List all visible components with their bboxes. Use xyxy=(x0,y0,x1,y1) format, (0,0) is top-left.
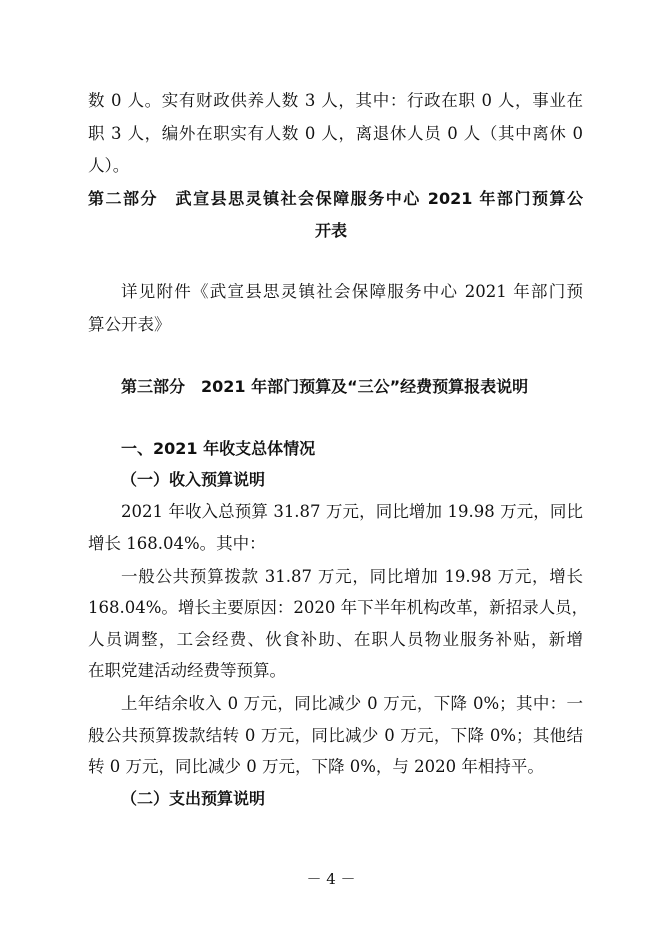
text-line: 增长 168.04%。其中： xyxy=(88,534,266,553)
part-two-title: 第二部分 武宣县思灵镇社会保障服务中心 2021 年部门预算公 xyxy=(88,189,583,208)
part-two-title-continued: 开表 xyxy=(314,221,347,240)
text-line: 转 0 万元，同比减少 0 万元，下降 0%，与 2020 年相持平。 xyxy=(88,757,544,776)
text-line: 在职党建活动经费等预算。 xyxy=(88,661,286,680)
subsection-heading-income: （一）收入预算说明 xyxy=(121,470,266,489)
text-line: 数 0 人。实有财政供养人数 3 人，其中：行政在职 0 人，事业在 xyxy=(88,91,583,110)
text-line: 般公共预算拨款结转 0 万元，同比减少 0 万元，下降 0%；其他结 xyxy=(88,726,583,745)
text-line: 一般公共预算拨款 31.87 万元，同比增加 19.98 万元，增长 xyxy=(121,567,583,586)
text-line: 上年结余收入 0 万元，同比减少 0 万元，下降 0%；其中：一 xyxy=(121,694,583,713)
text-line: 详见附件《武宣县思灵镇社会保障服务中心 2021 年部门预 xyxy=(121,282,583,301)
text-line: 算公开表》 xyxy=(88,315,171,334)
section-heading: 一、2021 年收支总体情况 xyxy=(121,439,316,458)
text-line: 168.04%。增长主要原因：2020 年下半年机构改革，新招录人员， xyxy=(88,598,589,617)
page-number: － 4 － xyxy=(306,870,356,888)
subsection-heading-expenditure: （二）支出预算说明 xyxy=(121,789,266,808)
text-line: 职 3 人，编外在职实有人数 0 人，离退休人员 0 人（其中离休 0 xyxy=(88,124,583,143)
text-line: 2021 年收入总预算 31.87 万元，同比增加 19.98 万元，同比 xyxy=(121,502,583,521)
text-line: 人）。 xyxy=(88,156,130,175)
text-line: 人员调整，工会经费、伙食补助、在职人员物业服务补贴，新增 xyxy=(88,630,583,649)
part-three-title: 第三部分 2021 年部门预算及“三公”经费预算报表说明 xyxy=(121,377,529,396)
